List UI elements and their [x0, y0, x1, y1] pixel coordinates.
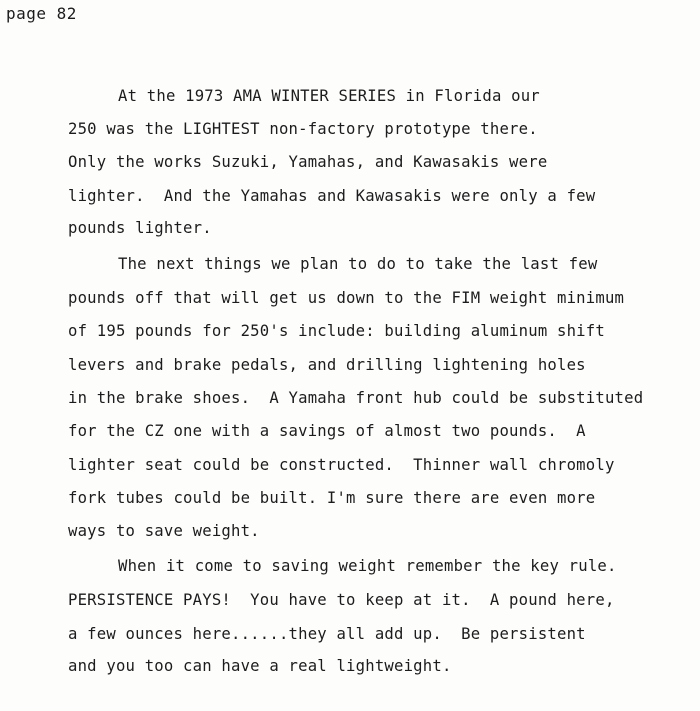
paragraph-3-line-1: When it come to saving weight remember the key rule.	[118, 557, 617, 575]
paragraph-2-line-9: ways to save weight.	[68, 522, 260, 540]
paragraph-3-line-2: PERSISTENCE PAYS! You have to keep at it. A pound here,	[68, 591, 615, 609]
paragraph-1-line-1: At the 1973 AMA WINTER SERIES in Florida our	[118, 87, 540, 105]
paragraph-3-line-4: and you too can have a real lightweight.	[68, 657, 452, 675]
paragraph-2-line-5: in the brake shoes. A Yamaha front hub could be substituted	[68, 389, 644, 407]
paragraph-2-line-8: fork tubes could be built. I'm sure there are even more	[68, 489, 596, 507]
paragraph-2-line-2: pounds off that will get us down to the FIM weight minimum	[68, 289, 625, 307]
paragraph-1-line-5: pounds lighter.	[68, 219, 212, 237]
paragraph-2-line-3: of 195 pounds for 250's include: building aluminum shift	[68, 322, 605, 340]
paragraph-2-line-4: levers and brake pedals, and drilling lightening holes	[68, 356, 586, 374]
paragraph-3-line-3: a few ounces here......they all add up. Be persistent	[68, 625, 586, 643]
paragraph-1-line-3: Only the works Suzuki, Yamahas, and Kawasakis were	[68, 153, 548, 171]
paragraph-1-line-4: lighter. And the Yamahas and Kawasakis were only a few	[68, 187, 596, 205]
paragraph-2-line-7: lighter seat could be constructed. Thinner wall chromoly	[68, 456, 615, 474]
paragraph-2-line-1: The next things we plan to do to take the last few	[118, 255, 598, 273]
paragraph-1-line-2: 250 was the LIGHTEST non-factory prototype there.	[68, 120, 538, 138]
page-number: page 82	[6, 4, 77, 23]
paragraph-2-line-6: for the CZ one with a savings of almost two pounds. A	[68, 422, 586, 440]
